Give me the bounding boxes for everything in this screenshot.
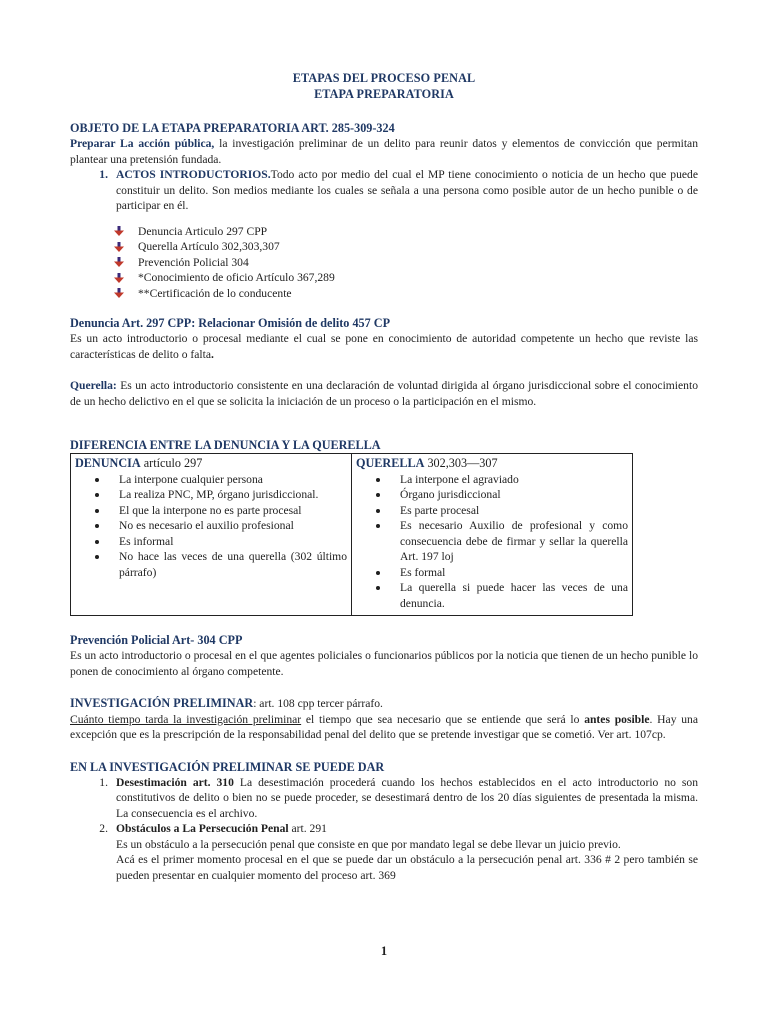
document-page [70, 70, 698, 883]
querella-list [356, 472, 628, 612]
list-item: No hace las veces de una querella (302 último párrafo) [75, 549, 347, 580]
list-item: El que la interpone no es parte procesal [75, 503, 347, 519]
bullet-icon [356, 487, 400, 503]
querella-paragraph: Querella: Es un acto introductorio consistente en una declaración de voluntad dirigida al órgano jurisdiccional sobre el conocimiento de un hecho delictivo en el que se solicita la iniciación de un proceso o la participación en el mismo. [70, 379, 698, 408]
bullet-icon [75, 472, 119, 488]
bullet-icon [356, 518, 400, 565]
denuncia-heading: Denuncia Art. 297 CPP: Relacionar Omisión de delito 457 CP [70, 316, 391, 330]
list-item: La querella si puede hacer las veces de una denuncia. [356, 580, 628, 611]
bullet-icon [75, 487, 119, 503]
arrow-down-icon [114, 257, 124, 267]
investigacion-line: INVESTIGACIÓN PRELIMINAR: art. 108 cpp tercer párrafo. [70, 696, 383, 710]
diferencia-heading: DIFERENCIA ENTRE LA DENUNCIA Y LA QUERELLA [70, 438, 381, 452]
arrow-down-icon [114, 273, 124, 283]
list-item: Prevención Policial 304 [114, 255, 698, 271]
prevencion-heading: Prevención Policial Art- 304 CPP [70, 633, 243, 647]
investigacion-paragraph: Cuánto tiempo tarda la investigación preliminar el tiempo que sea necesario que se entiende que será lo antes posible. Hay una excepción que es la prescripción de la responsabilidad penal del delito que se pretende investigar que se cometió. Ver art. 107cp. [70, 712, 698, 741]
actos-text: Todo acto por medio del cual el MP tiene conocimiento o noticia de un hecho que puede constituir un delito. Son medios mediante los cuales se señala a una persona como posible autor de un hecho punible o de participar en él. [116, 168, 698, 212]
list-item: Querella Artículo 302,303,307 [114, 239, 698, 255]
list-item: Denuncia Articulo 297 CPP [114, 224, 698, 240]
list-item: 1. Desestimación art. 310 La desestimación procederá cuando los hechos establecidos en el acto introductorio no son constitutivos de delito o bien no se puede proceder, se desestimará dentro de los 20 días siguientes de presentada la misma. La consecuencia es el archivo. [99, 775, 699, 820]
list-item: Es informal [75, 534, 347, 550]
querella-column: QUERELLA 302,303—307 La interpone el agraviado Órgano jurisdiccional Es parte procesal Es necesario Auxilio de profesional y como consecuencia debe de firmar y sellar la querella Art. 197 loj Es formal La querella si puede hacer las veces de una denuncia. [352, 454, 633, 616]
investigacion-heading: INVESTIGACIÓN PRELIMINAR [70, 696, 254, 710]
actos-section [70, 167, 698, 214]
arrow-down-icon [114, 226, 124, 236]
bullet-icon [356, 580, 400, 611]
denuncia-paragraph: Es un acto introductorio o procesal mediante el cual se pone en conocimiento de autoridad competente un hecho que reviste las características de delito o falta. [70, 332, 698, 361]
se-puede-dar-list [70, 775, 698, 884]
denuncia-column: DENUNCIA artículo 297 La interpone cualquier persona La realiza PNC, MP, órgano jurisdiccional. El que la interpone no es parte procesal No es necesario el auxilio profesional Es informal No hace las veces de una querella (302 último párrafo) [71, 454, 352, 616]
se-puede-dar-heading: EN LA INVESTIGACIÓN PRELIMINAR SE PUEDE DAR [70, 759, 385, 774]
list-item: La interpone el agraviado [356, 472, 628, 488]
arrow-down-icon [114, 288, 124, 298]
denuncia-list [75, 472, 347, 581]
bullet-icon [356, 472, 400, 488]
actos-list [114, 224, 698, 302]
bullet-icon [356, 565, 400, 581]
list-item: Es necesario Auxilio de profesional y como consecuencia debe de firmar y sellar la querella Art. 197 loj [356, 518, 628, 565]
list-item: Es parte procesal [356, 503, 628, 519]
objeto-paragraph: Preparar La acción pública, la investigación preliminar de un delito para reunir datos y elementos de convicción que permitan plantear una pretensión fundada. [70, 137, 698, 166]
list-item: La realiza PNC, MP, órgano jurisdiccional. [75, 487, 347, 503]
objeto-heading: OBJETO DE LA ETAPA PREPARATORIA ART. 285-309-324 [70, 121, 395, 135]
prevencion-paragraph: Es un acto introductorio o procesal en el que agentes policiales o funcionarios públicos por la noticia que tienen de un hecho punible lo ponen de conocimiento al órgano competente. [70, 649, 698, 678]
document-title: ETAPAS DEL PROCESO PENAL ETAPA PREPARATORIA [292, 71, 476, 101]
list-item: La interpone cualquier persona [75, 472, 347, 488]
page-number: 1 [380, 944, 388, 958]
bullet-icon [356, 503, 400, 519]
diferencia-table [70, 453, 633, 616]
list-item: Es formal [356, 565, 628, 581]
arrow-down-icon [114, 242, 124, 252]
list-item: Órgano jurisdiccional [356, 487, 628, 503]
bullet-icon [75, 534, 119, 550]
actos-heading: ACTOS INTRODUCTORIOS. [116, 168, 271, 181]
list-item: **Certificación de lo conducente [114, 286, 698, 302]
list-item: No es necesario el auxilio profesional [75, 518, 347, 534]
bullet-icon [75, 518, 119, 534]
bullet-icon [75, 549, 119, 580]
list-item: 2. Obstáculos a La Persecución Penal art. 291 Es un obstáculo a la persecución penal que consiste en que por mandato legal se debe llevar un juicio previo. Acá es el primer momento procesal en el que se puede dar un obstáculo a la persecución penal art. 336 # 2 pero también se pueden presentar en cualquier momento del proceso art. 369 [99, 822, 698, 882]
bullet-icon [75, 503, 119, 519]
list-item: 1. ACTOS INTRODUCTORIOS.Todo acto por medio del cual el MP tiene conocimiento o noticia de un hecho que puede constituir un delito. Son medios mediante los cuales se señala a una persona como posible autor de un hecho punible o de participar en él. [99, 168, 698, 212]
list-item: *Conocimiento de oficio Artículo 367,289 [114, 270, 698, 286]
